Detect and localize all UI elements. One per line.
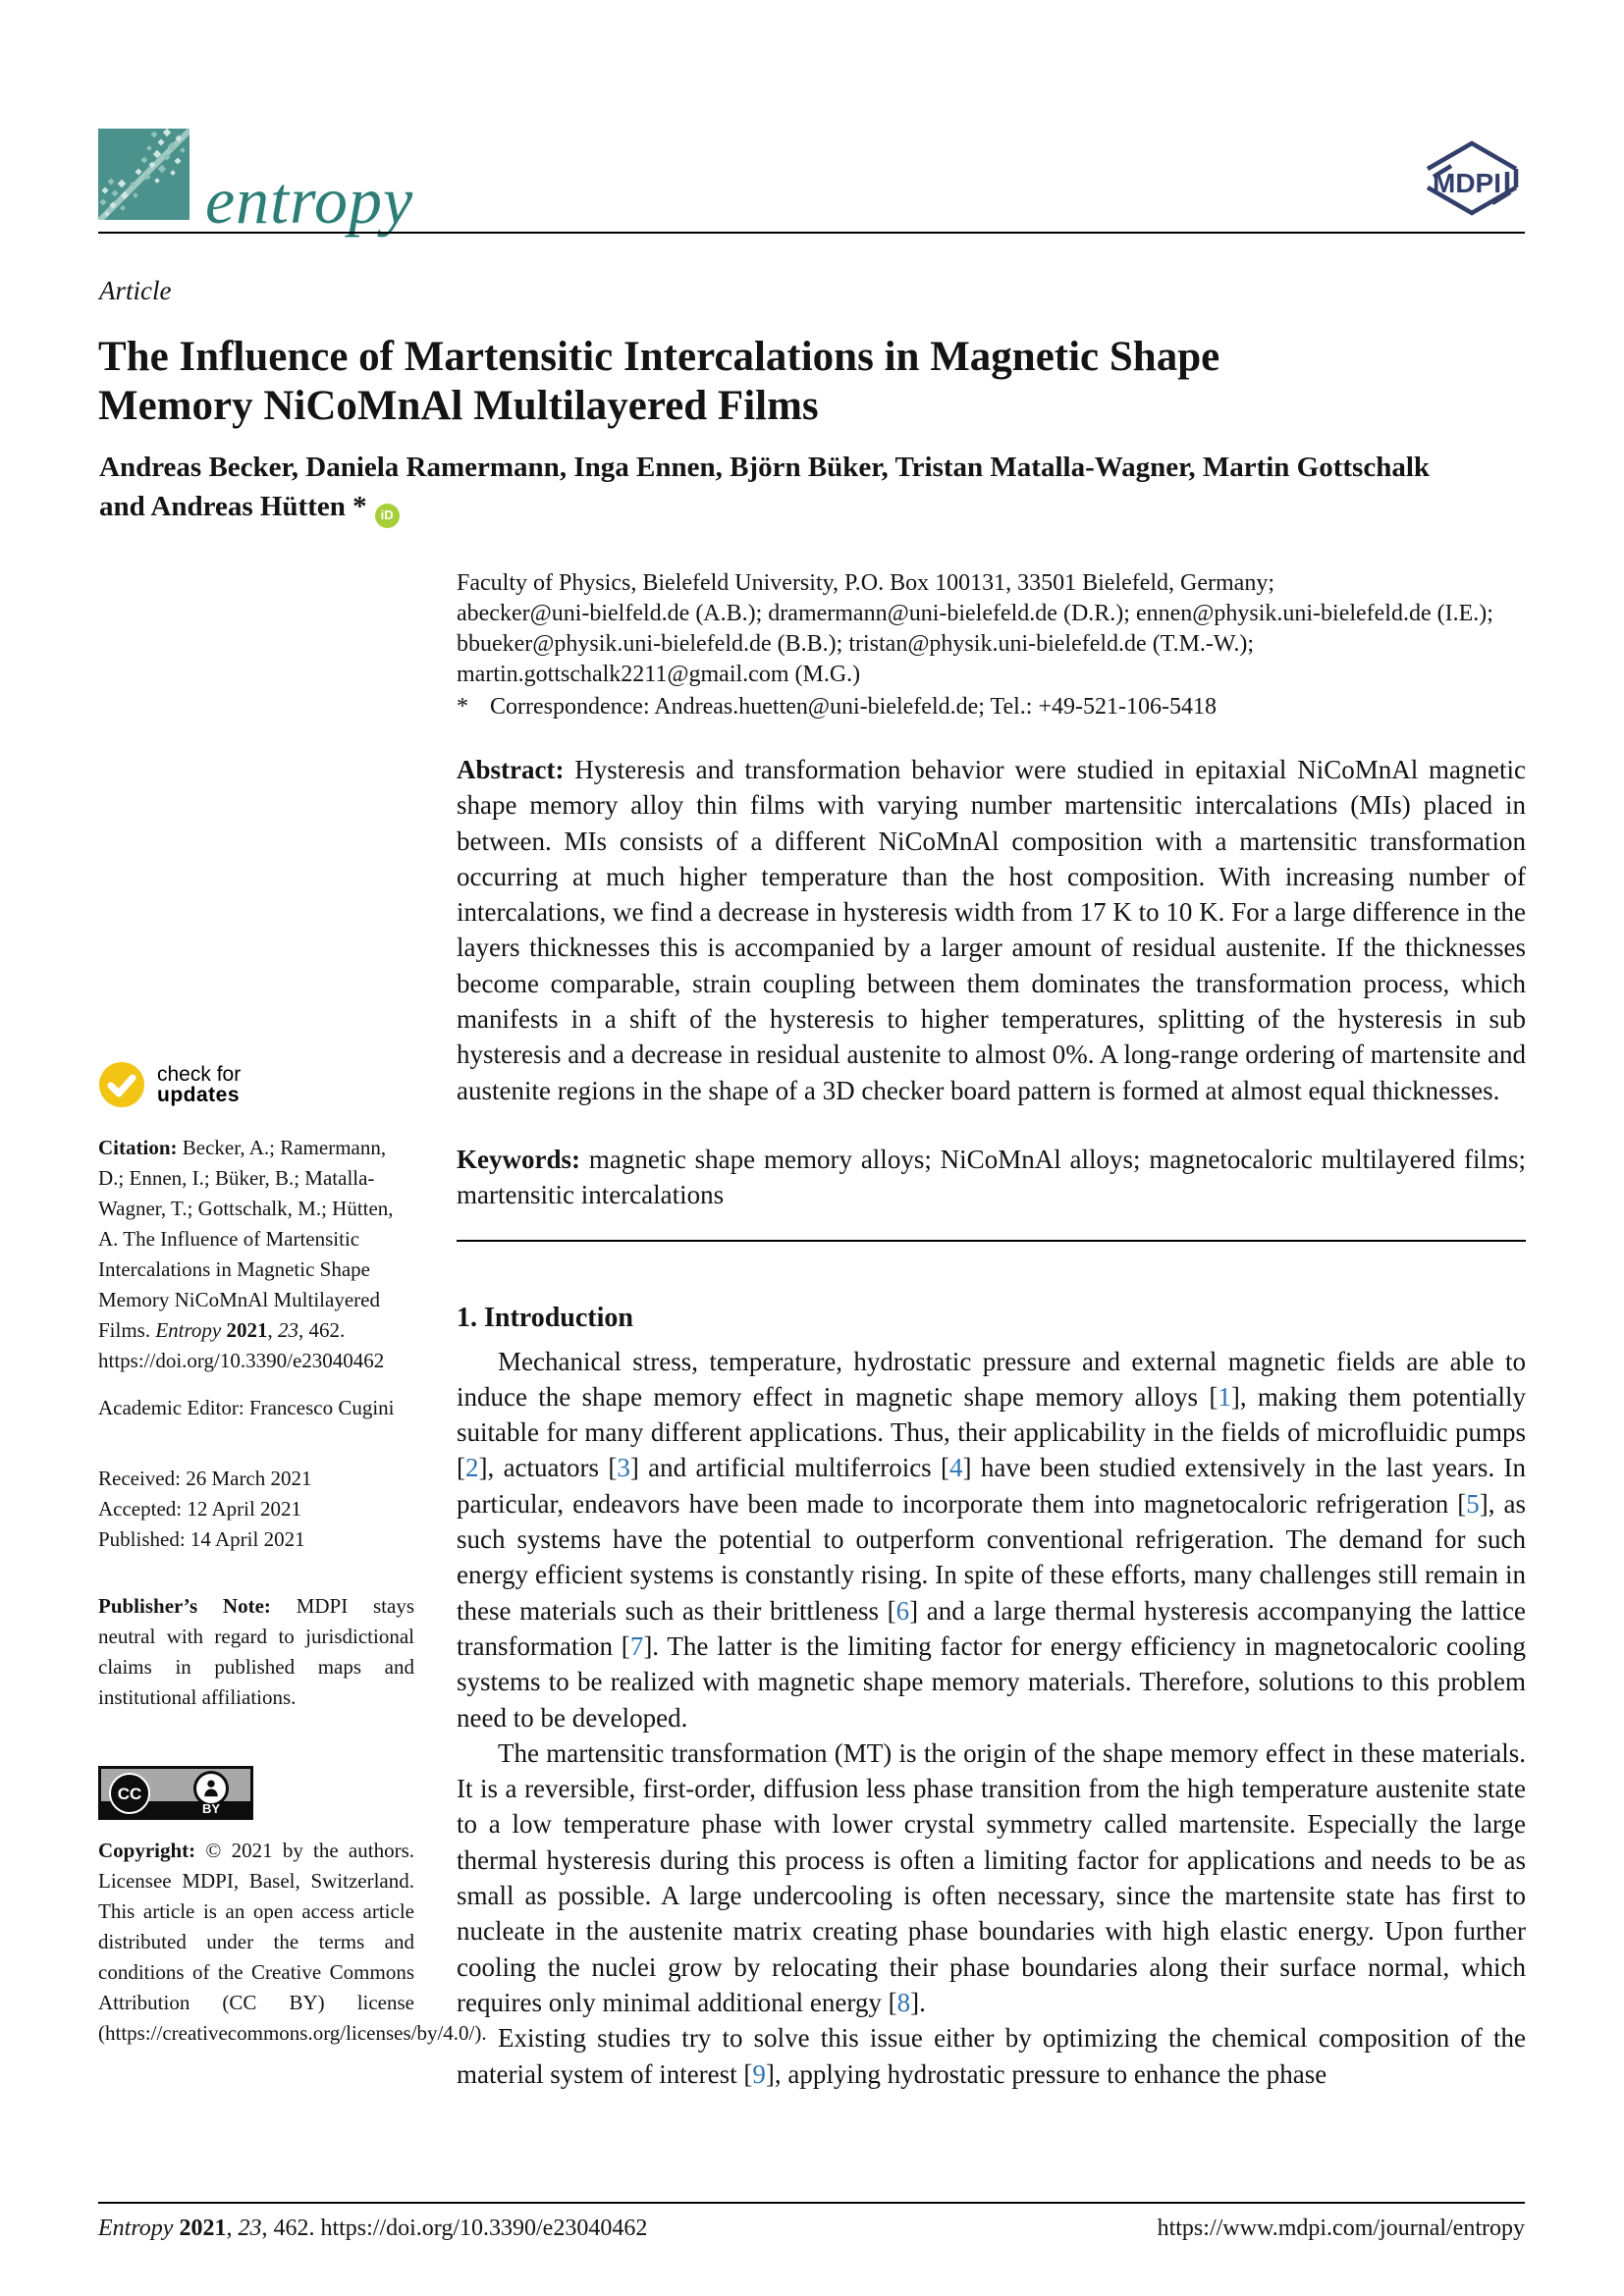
- section-heading-introduction: 1. Introduction: [457, 1302, 633, 1333]
- author-line-2: and Andreas Hütten * iD: [99, 487, 1513, 528]
- page-footer: [98, 2216, 1525, 2242]
- citation-block: Citation: Becker, A.; Ramermann, D.; Ennen, I.; Büker, B.; Matalla-Wagner, T.; Gottschalk, M.; Hütten, A. The Influence of Martensitic Intercalations in Magnetic Shape Memory NiCoMnAl Multilayered Films. Entropy 2021, 23, 462. https://doi.org/10.3390/e23040462: [98, 1136, 394, 1372]
- intro-paragraph-1: Mechanical stress, temperature, hydrostatic pressure and external magnetic fields are able to induce the shape memory effect in magnetic shape memory alloys [1], making them potentially suitable for many different applications. Thus, their applicability in the fields of microfluidic pumps [2], actuators [3] and artificial multiferroics [4] have been studied extensively in the last years. In particular, endeavors have been made to incorporate them into magnetocaloric refrigeration [5], as such systems have the potential to outperform conventional refrigeration. The demand for such energy efficient systems is constantly rising. In spite of these efforts, many challenges still remain in these materials such as their brittleness [6] and a large thermal hysteresis accompanying the lattice transformation [7]. The latter is the limiting factor for energy efficiency in magnetocaloric cooling systems to be realized with magnetic shape memory materials. Therefore, solutions to this problem need to be developed.: [457, 1346, 1527, 1733]
- citation-ref-link[interactable]: 4: [949, 1453, 963, 1483]
- keywords: Keywords: magnetic shape memory alloys; NiCoMnAl alloys; magnetocaloric multilayered films; martensitic intercalations: [457, 1144, 1526, 1210]
- citation-ref-link[interactable]: 5: [1466, 1488, 1480, 1519]
- correspondence-line: [457, 692, 1526, 722]
- entropy-journal-logo[interactable]: [98, 129, 414, 238]
- intro-paragraph-2: The martensitic transformation (MT) is the origin of the shape memory effect in these materials. It is a reversible, first-order, diffusion less phase transition from the high temperature austenite state to a low temperature phase with lower crystal symmetry called martensite. Especially the large thermal hysteresis during this process is often a limiting factor for applications and needs to be as small as possible. A large undercooling is often necessary, since the martensite state has first to nucleate in the austenite matrix creating phase boundaries with high elastic energy. Upon further cooling the nuclei grow by relocating their phase boundaries along their surface normal, which requires only minimal additional energy [8].: [457, 1737, 1526, 2017]
- cc-by-label: BY: [201, 1801, 221, 1816]
- affiliation-line: martin.gottschalk2211@gmail.com (M.G.): [457, 662, 861, 687]
- creative-commons-icon: CC: [109, 1773, 150, 1814]
- affiliation-line: Faculty of Physics, Bielefeld University, P.O. Box 100131, 33501 Bielefeld, Germany;: [457, 570, 1275, 596]
- citation-ref-link[interactable]: 9: [752, 2058, 766, 2089]
- author-line-1: Andreas Becker, Daniela Ramermann, Inga Ennen, Björn Büker, Tristan Matalla-Wagner, Martin Gottschalk: [99, 452, 1431, 483]
- check-for-updates-label: check for updates: [157, 1063, 242, 1106]
- footer-journal-url[interactable]: https://www.mdpi.com/journal/entropy: [1157, 2216, 1525, 2241]
- keywords-divider: [457, 1240, 1526, 1242]
- orcid-icon[interactable]: iD: [375, 504, 400, 528]
- citation-ref-link[interactable]: 6: [895, 1595, 910, 1626]
- received-date: Received: 26 March 2021: [98, 1467, 312, 1490]
- copyright-block: Copyright: © 2021 by the authors. Licensee MDPI, Basel, Switzerland. This article is an open access article distributed under the terms and conditions of the Creative Commons Attribution (CC BY) license (https://creativecommons.org/licenses/by/4.0/).: [98, 1839, 487, 2045]
- article-type-label: Article: [99, 276, 172, 305]
- correspondence-text: Correspondence: Andreas.huetten@uni-bielefeld.de; Tel.: +49-521-106-5418: [490, 694, 1217, 720]
- correspondence-marker: *: [457, 694, 468, 720]
- citation-ref-link[interactable]: 7: [629, 1630, 644, 1661]
- mdpi-logo[interactable]: [1419, 136, 1525, 221]
- cc-by-license-badge[interactable]: [98, 1766, 253, 1820]
- check-for-updates-button[interactable]: [98, 1060, 414, 1109]
- entropy-logo-icon: [98, 129, 189, 220]
- journal-wordmark: entropy: [205, 163, 414, 238]
- journal-header: [98, 129, 1525, 238]
- footer-citation: Entropy 2021, 23, 462. https://doi.org/10.3390/e23040462: [98, 2216, 648, 2241]
- citation-ref-link[interactable]: 1: [1218, 1381, 1231, 1412]
- citation-ref-link[interactable]: 8: [896, 1987, 911, 2017]
- published-date: Published: 14 April 2021: [98, 1527, 305, 1551]
- paper-title: The Influence of Martensitic Intercalations in Magnetic Shape Memory NiCoMnAl Multilayered Films: [98, 333, 1220, 429]
- citation-ref-link[interactable]: 2: [465, 1453, 479, 1483]
- check-for-updates-icon: [98, 1061, 145, 1108]
- sidebar: [98, 1060, 487, 2049]
- affiliation-block: [457, 568, 1526, 690]
- header-divider: [98, 232, 1525, 234]
- intro-paragraph-3: Existing studies try to solve this issue either by optimizing the chemical composition of the material system of interest [9], applying hydrostatic pressure to enhance the phase: [457, 2023, 1526, 2089]
- author-list: [99, 448, 1513, 528]
- citation-ref-link[interactable]: 3: [617, 1453, 630, 1483]
- accepted-date: Accepted: 12 April 2021: [98, 1497, 302, 1521]
- publishers-note: Publisher’s Note: MDPI stays neutral with regard to jurisdictional claims in published maps and institutional affiliations.: [98, 1594, 414, 1709]
- abstract: Abstract: Hysteresis and transformation behavior were studied in epitaxial NiCoMnAl magnetic shape memory alloy thin films with varying number martensitic intercalations (MIs) placed in between. MIs consists of a different NiCoMnAl composition with a martensitic transformation occurring at much higher temperature than the host composition. With increasing number of intercalations, we find a decrease in hysteresis width from 17 K to 10 K. For a large difference in the layers thicknesses this is accompanied by a larger amount of residual austenite. If the thicknesses become comparable, strain coupling between them dominates the transformation process, which manifests in a shift of the hysteresis to higher temperatures, splitting of the hysteresis in sub hysteresis and a decrease in residual austenite to almost 0%. A long-range ordering of martensite and austenite regions in the shape of a 3D checker board pattern is formed at almost equal thicknesses.: [457, 755, 1527, 1105]
- footer-divider: [98, 2202, 1525, 2204]
- history-dates: [98, 1464, 414, 1555]
- main-column: [457, 568, 1526, 2092]
- mdpi-logo-text: MDPI: [1433, 168, 1501, 198]
- affiliation-line: bbueker@physik.uni-bielefeld.de (B.B.); tristan@physik.uni-bielefeld.de (T.M.-W.);: [457, 631, 1255, 657]
- affiliation-line: abecker@uni-bielfeld.de (A.B.); dramermann@uni-bielefeld.de (D.R.); ennen@physik.uni-bielefeld.de (I.E.);: [457, 601, 1493, 626]
- academic-editor: Academic Editor: Francesco Cugini: [98, 1396, 395, 1419]
